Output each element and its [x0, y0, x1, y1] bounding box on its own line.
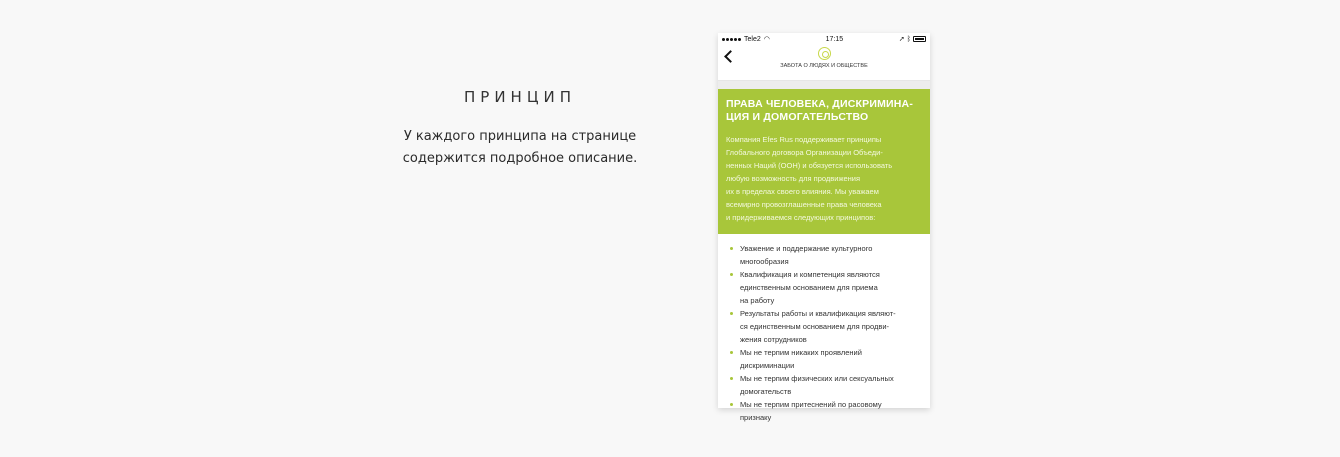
section-title-line: ЦИЯ И ДОМОГАТЕЛЬСТВО: [726, 111, 869, 123]
nav-bar: [718, 45, 930, 81]
section-body-line: их в пределах своего влияния. Мы уважаем: [726, 187, 879, 196]
section-body-line: Глобального договора Организации Объеди-: [726, 148, 883, 157]
section-body: [726, 133, 922, 224]
section-body-line: ненных Наций (ООН) и обязуется использовать: [726, 161, 893, 170]
intro-heading: ПРИНЦИП: [464, 88, 576, 106]
location-icon: ➚: [898, 36, 905, 43]
signal-icon: [722, 38, 741, 41]
nav-title: ЗАБОТА О ЛЮДЯХ И ОБЩЕСТВЕ: [780, 63, 868, 69]
logo-icon: [818, 47, 831, 60]
status-bar: [718, 33, 930, 45]
back-button[interactable]: [722, 50, 736, 64]
list-item: Уважение и поддержание культурного многообразия: [730, 242, 922, 268]
divider: [718, 81, 930, 89]
intro-block: [380, 88, 660, 170]
section-body-line: Компания Efes Rus поддерживает принципы: [726, 135, 882, 144]
intro-description-line: У каждого принципа на странице: [403, 129, 637, 144]
list-item: Мы не терпим никаких проявлений дискриминации: [730, 346, 922, 372]
principles-list: [718, 234, 930, 424]
phone-mockup: [718, 33, 930, 422]
list-item: Мы не терпим притеснений по расовому признаку: [730, 398, 922, 424]
clock: 17:15: [825, 35, 844, 43]
intro-description-line: содержится подробное описание.: [402, 151, 638, 166]
list-item: Результаты работы и квалификация являют- ся единственным основанием для продви- жения сотрудников: [730, 307, 922, 346]
section-title: [726, 98, 922, 124]
list-item: Квалификация и компетенция являются единственным основанием для приема на работу: [730, 268, 922, 307]
bluetooth-icon: ᛒ: [906, 35, 911, 43]
battery-icon: [913, 36, 926, 42]
section-body-line: всемирно провозглашенные права человека: [726, 200, 882, 209]
wifi-icon: ◠: [763, 36, 770, 43]
section-body-line: любую возможность для продвижения: [726, 174, 861, 183]
section-banner: [718, 89, 930, 234]
list-item: Мы не терпим физических или сексуальных домогательств: [730, 372, 922, 398]
carrier-label: Tele2: [744, 35, 761, 43]
intro-description: [380, 126, 660, 170]
section-title-line: ПРАВА ЧЕЛОВЕКА, ДИСКРИМИНА-: [726, 98, 914, 110]
section-body-line: и придерживаемся следующих принципов:: [726, 213, 876, 222]
